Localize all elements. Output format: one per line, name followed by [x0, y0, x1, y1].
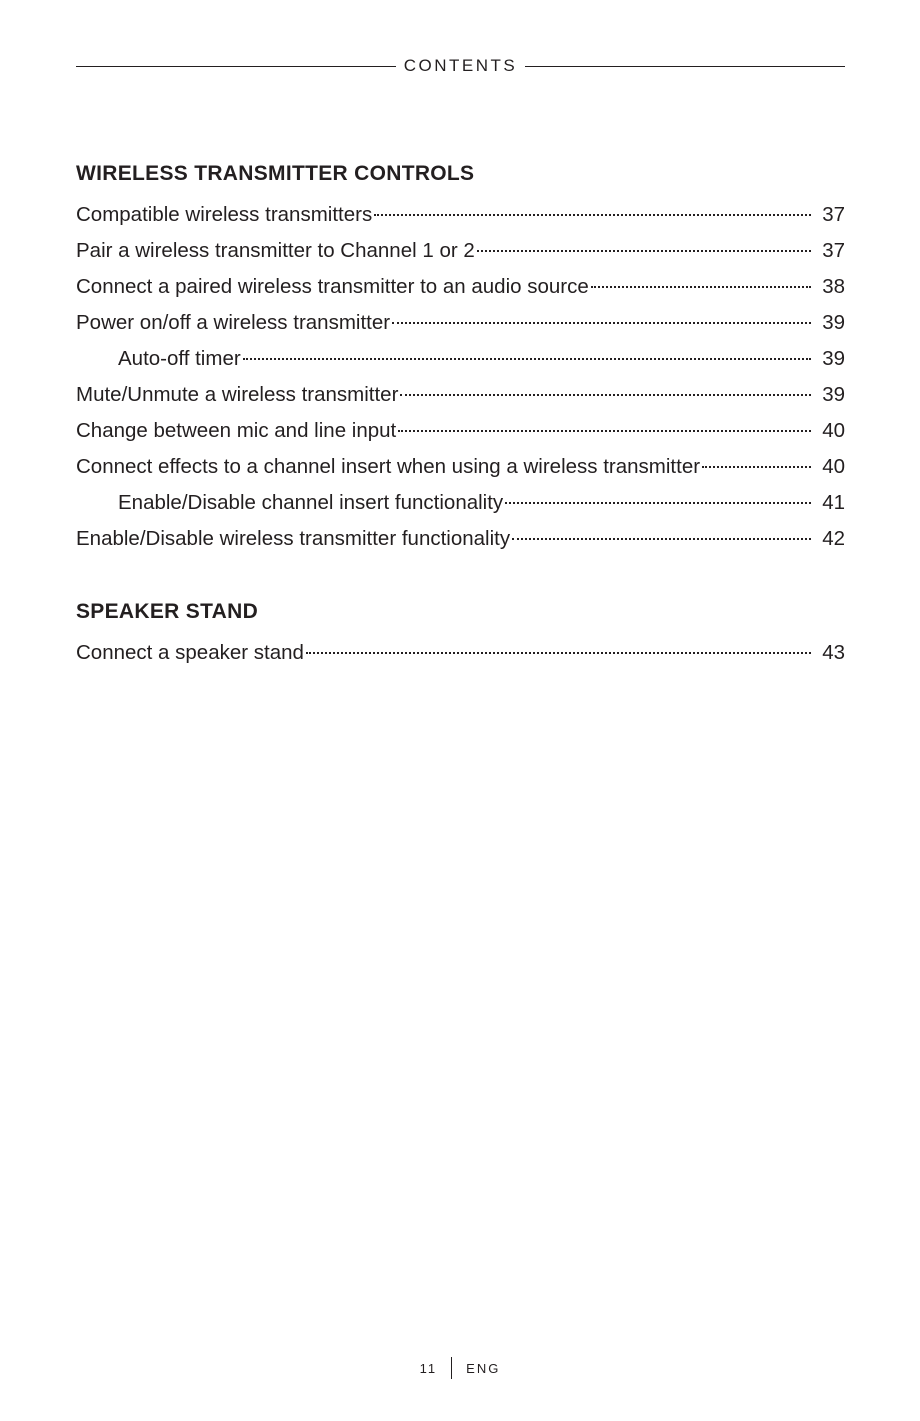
- dot-leader: [398, 429, 811, 432]
- dot-leader: [306, 651, 811, 654]
- section-wireless-transmitter-controls: [76, 161, 845, 557]
- toc-entry[interactable]: [76, 305, 845, 341]
- toc-entry[interactable]: [76, 521, 845, 557]
- header-rule-right: [525, 66, 845, 67]
- toc-entry[interactable]: [76, 197, 845, 233]
- toc-subentry[interactable]: [76, 341, 845, 377]
- toc-entry-page: 42: [822, 527, 845, 550]
- toc-entry-label: Auto-off timer: [118, 347, 241, 370]
- toc-entry-page: 39: [822, 347, 845, 370]
- toc-entry-label: Mute/Unmute a wireless transmitter: [76, 383, 399, 406]
- toc-entry[interactable]: [76, 377, 845, 413]
- toc-entry-page: 41: [822, 491, 845, 514]
- toc-entry-page: 39: [822, 311, 845, 334]
- toc-entry-page: 43: [822, 641, 845, 664]
- dot-leader: [702, 465, 811, 468]
- toc-entry-label: Compatible wireless transmitters: [76, 203, 373, 226]
- toc-entry-page: 38: [822, 275, 845, 298]
- page-footer: [0, 1356, 920, 1380]
- toc-subentry[interactable]: [76, 485, 845, 521]
- toc-entry-page: 40: [822, 419, 845, 442]
- toc-entry-page: 37: [822, 203, 845, 226]
- language-code: ENG: [466, 1360, 501, 1376]
- header-rule-left: [76, 66, 396, 67]
- section-heading: WIRELESS TRANSMITTER CONTROLS: [76, 162, 475, 185]
- toc-entry[interactable]: [76, 413, 845, 449]
- dot-leader: [392, 321, 811, 324]
- toc-entry-label: Enable/Disable wireless transmitter functionality: [76, 527, 511, 550]
- page-number: 11: [419, 1360, 438, 1376]
- page-header: [76, 52, 845, 80]
- toc-entry-label: Connect a paired wireless transmitter to an audio source: [76, 275, 589, 298]
- section-speaker-stand: [76, 599, 845, 671]
- dot-leader: [400, 393, 811, 396]
- toc-entry-label: Pair a wireless transmitter to Channel 1 or 2: [76, 239, 475, 262]
- toc-entry-label: Connect effects to a channel insert when using a wireless transmitter: [76, 455, 701, 478]
- section-heading: SPEAKER STAND: [76, 600, 259, 623]
- toc-entry-label: Enable/Disable channel insert functionality: [118, 491, 504, 514]
- toc-entry-page: 40: [822, 455, 845, 478]
- dot-leader: [505, 501, 811, 504]
- footer-divider: [451, 1357, 452, 1379]
- toc-entry-label: Power on/off a wireless transmitter: [76, 311, 391, 334]
- header-title: CONTENTS: [403, 56, 518, 75]
- dot-leader: [512, 537, 811, 540]
- toc-entry[interactable]: [76, 635, 845, 671]
- dot-leader: [591, 285, 811, 288]
- dot-leader: [477, 249, 811, 252]
- dot-leader: [374, 213, 811, 216]
- toc-entry-label: Connect a speaker stand: [76, 641, 304, 664]
- dot-leader: [243, 357, 811, 360]
- toc-entry-page: 39: [822, 383, 845, 406]
- toc-list: [76, 635, 845, 671]
- toc-entry-page: 37: [822, 239, 845, 262]
- toc-list: [76, 197, 845, 557]
- toc-entry[interactable]: [76, 449, 845, 485]
- toc-entry-label: Change between mic and line input: [76, 419, 397, 442]
- toc-entry[interactable]: [76, 269, 845, 305]
- toc-entry[interactable]: [76, 233, 845, 269]
